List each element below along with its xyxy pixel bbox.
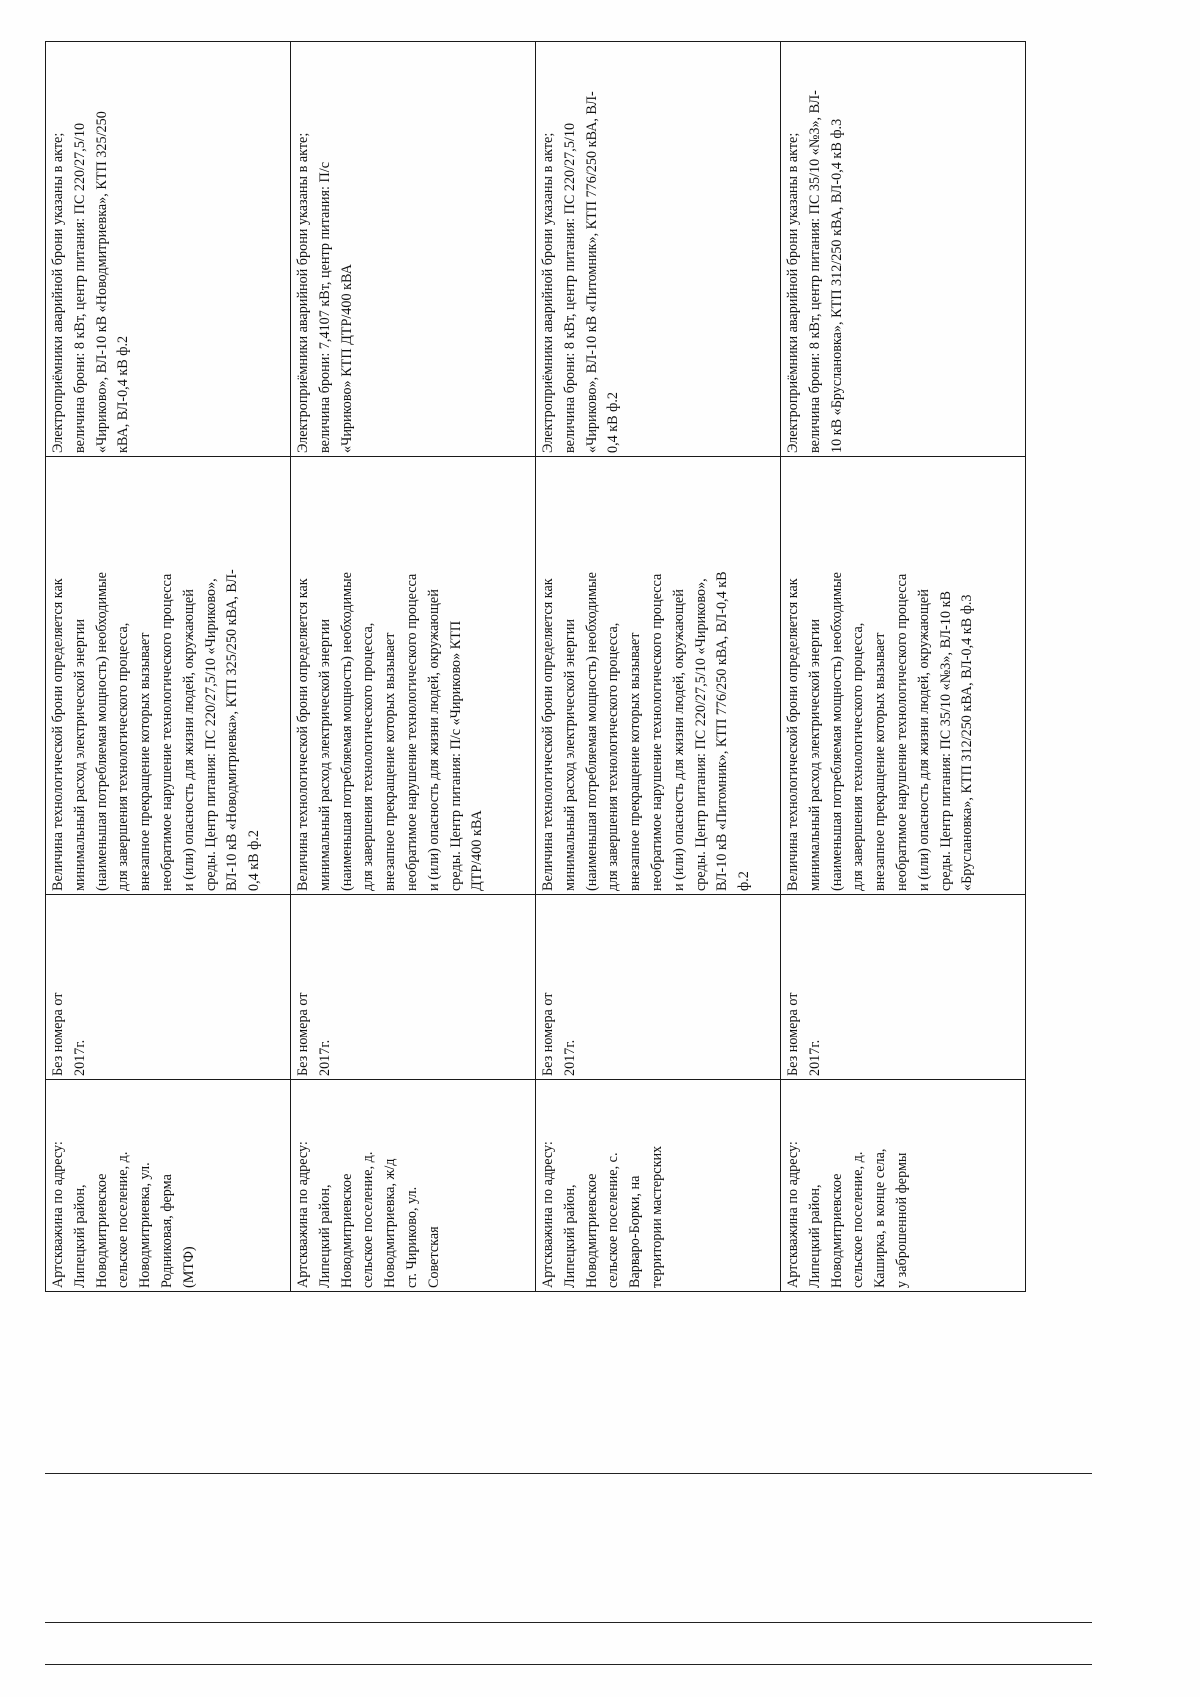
table-row [781, 42, 1026, 1292]
emergency-reserve-cell [291, 42, 536, 457]
object-address: Артскважина по адресу: Липецкий район, Новодмитриевское сельское поселение, с. Варваро-Борки, на территории мастерских [540, 1141, 665, 1288]
act-cell [46, 895, 291, 1080]
emergency-reserve-cell [536, 42, 781, 457]
tech-reserve-cell [781, 457, 1026, 895]
emergency-reserve-cell [46, 42, 291, 457]
object-address: Артскважина по адресу: Липецкий район, Новодмитриевское сельское поселение, д. Каширка, в конце села, у заброшенной фермы [785, 1141, 910, 1288]
emergency-reserve-text: Электроприёмники аварийной брони указаны в акте; величина брони: 8 кВт, центр питания: ПС 220/27,5/10 «Чириково», ВЛ-10 кВ «Питомник», КТП 776/250 кВА, ВЛ- 0,4 кВ ф.2 [540, 91, 622, 453]
table-row [536, 42, 781, 1292]
object-address: Артскважина по адресу: Липецкий район, Новодмитриевское сельское поселение, д. Новодмитриевка, ул. Родниковая, ферма (МТФ) [50, 1141, 197, 1288]
horizontal-rule [45, 1664, 1092, 1665]
object-address-cell [781, 1080, 1026, 1292]
tech-reserve-text: Величина технологической брони определяется как минимальный расход электрической энергии (наименьшая потребляемая мощность) необходимые для завершения технологического процесса, внезапное прекращение которых вызывает необратимое нарушение технологического процесса и (или) опасность для жизни людей, окружающей среды. Центр питания: ПС 35/10 «№3», ВЛ-10 кВ «Бруслановка», КТП 312/250 кВА, ВЛ-0,4 кВ ф.3 [785, 572, 976, 891]
act-reference: Без номера от 2017г. [295, 992, 333, 1076]
act-reference: Без номера от 2017г. [785, 992, 823, 1076]
rotated-table-area [45, 42, 1030, 1292]
object-address: Артскважина по адресу: Липецкий район, Новодмитриевское сельское поселение, д. Новодмитриевка, ж/д ст. Чириково, ул. Советская [295, 1141, 442, 1288]
tech-reserve-cell [291, 457, 536, 895]
object-address-cell [536, 1080, 781, 1292]
act-reference: Без номера от 2017г. [50, 992, 88, 1076]
act-reference: Без номера от 2017г. [540, 992, 578, 1076]
tech-reserve-cell [536, 457, 781, 895]
act-cell [781, 895, 1026, 1080]
tech-reserve-text: Величина технологической брони определяется как минимальный расход электрической энергии (наименьшая потребляемая мощность) необходимые для завершения технологического процесса, внезапное прекращение которых вызывает необратимое нарушение технологического процесса и (или) опасность для жизни людей, окружающей среды. Центр питания: ПС 220/27,5/10 «Чириково», ВЛ-10 кВ «Новодмитриевка», КТП 325/250 кВА, ВЛ- 0,4 кВ ф.2 [50, 569, 263, 891]
reservation-table [45, 41, 1026, 1292]
act-cell [291, 895, 536, 1080]
act-cell [536, 895, 781, 1080]
tech-reserve-text: Величина технологической брони определяется как минимальный расход электрической энергии (наименьшая потребляемая мощность) необходимые для завершения технологического процесса, внезапное прекращение которых вызывает необратимое нарушение технологического процесса и (или) опасность для жизни людей, окружающей среды. Центр питания: П/с «Чириково» КТП ДТР/400 кВА [295, 572, 486, 891]
tech-reserve-cell [46, 457, 291, 895]
horizontal-rule [45, 1622, 1092, 1623]
emergency-reserve-text: Электроприёмники аварийной брони указаны в акте; величина брони: 8 кВт, центр питания: ПС 35/10 «№3», ВЛ- 10 кВ «Бруслановка», КТП 312/250 кВА, ВЛ-0,4 кВ ф.3 [785, 90, 845, 453]
table-row [291, 42, 536, 1292]
table-row [46, 42, 291, 1292]
horizontal-rule [45, 1473, 1092, 1474]
emergency-reserve-text: Электроприёмники аварийной брони указаны в акте; величина брони: 7,4107 кВт, центр питания: П/с «Чириково» КТП ДТР/400 кВА [295, 132, 355, 453]
object-address-cell [291, 1080, 536, 1292]
tech-reserve-text: Величина технологической брони определяется как минимальный расход электрической энергии (наименьшая потребляемая мощность) необходимые для завершения технологического процесса, внезапное прекращение которых вызывает необратимое нарушение технологического процесса и (или) опасность для жизни людей, окружающей среды. Центр питания: ПС 220/27,5/10 «Чириково», ВЛ-10 кВ «Питомник», КТП 776/250 кВА, ВЛ-0,4 кВ ф.2 [540, 571, 753, 891]
emergency-reserve-text: Электроприёмники аварийной брони указаны в акте; величина брони: 8 кВт, центр питания: ПС 220/27,5/10 «Чириково», ВЛ-10 кВ «Новодмитриевка», КТП 325/250 кВА, ВЛ-0,4 кВ ф.2 [50, 111, 132, 453]
object-address-cell [46, 1080, 291, 1292]
emergency-reserve-cell [781, 42, 1026, 457]
